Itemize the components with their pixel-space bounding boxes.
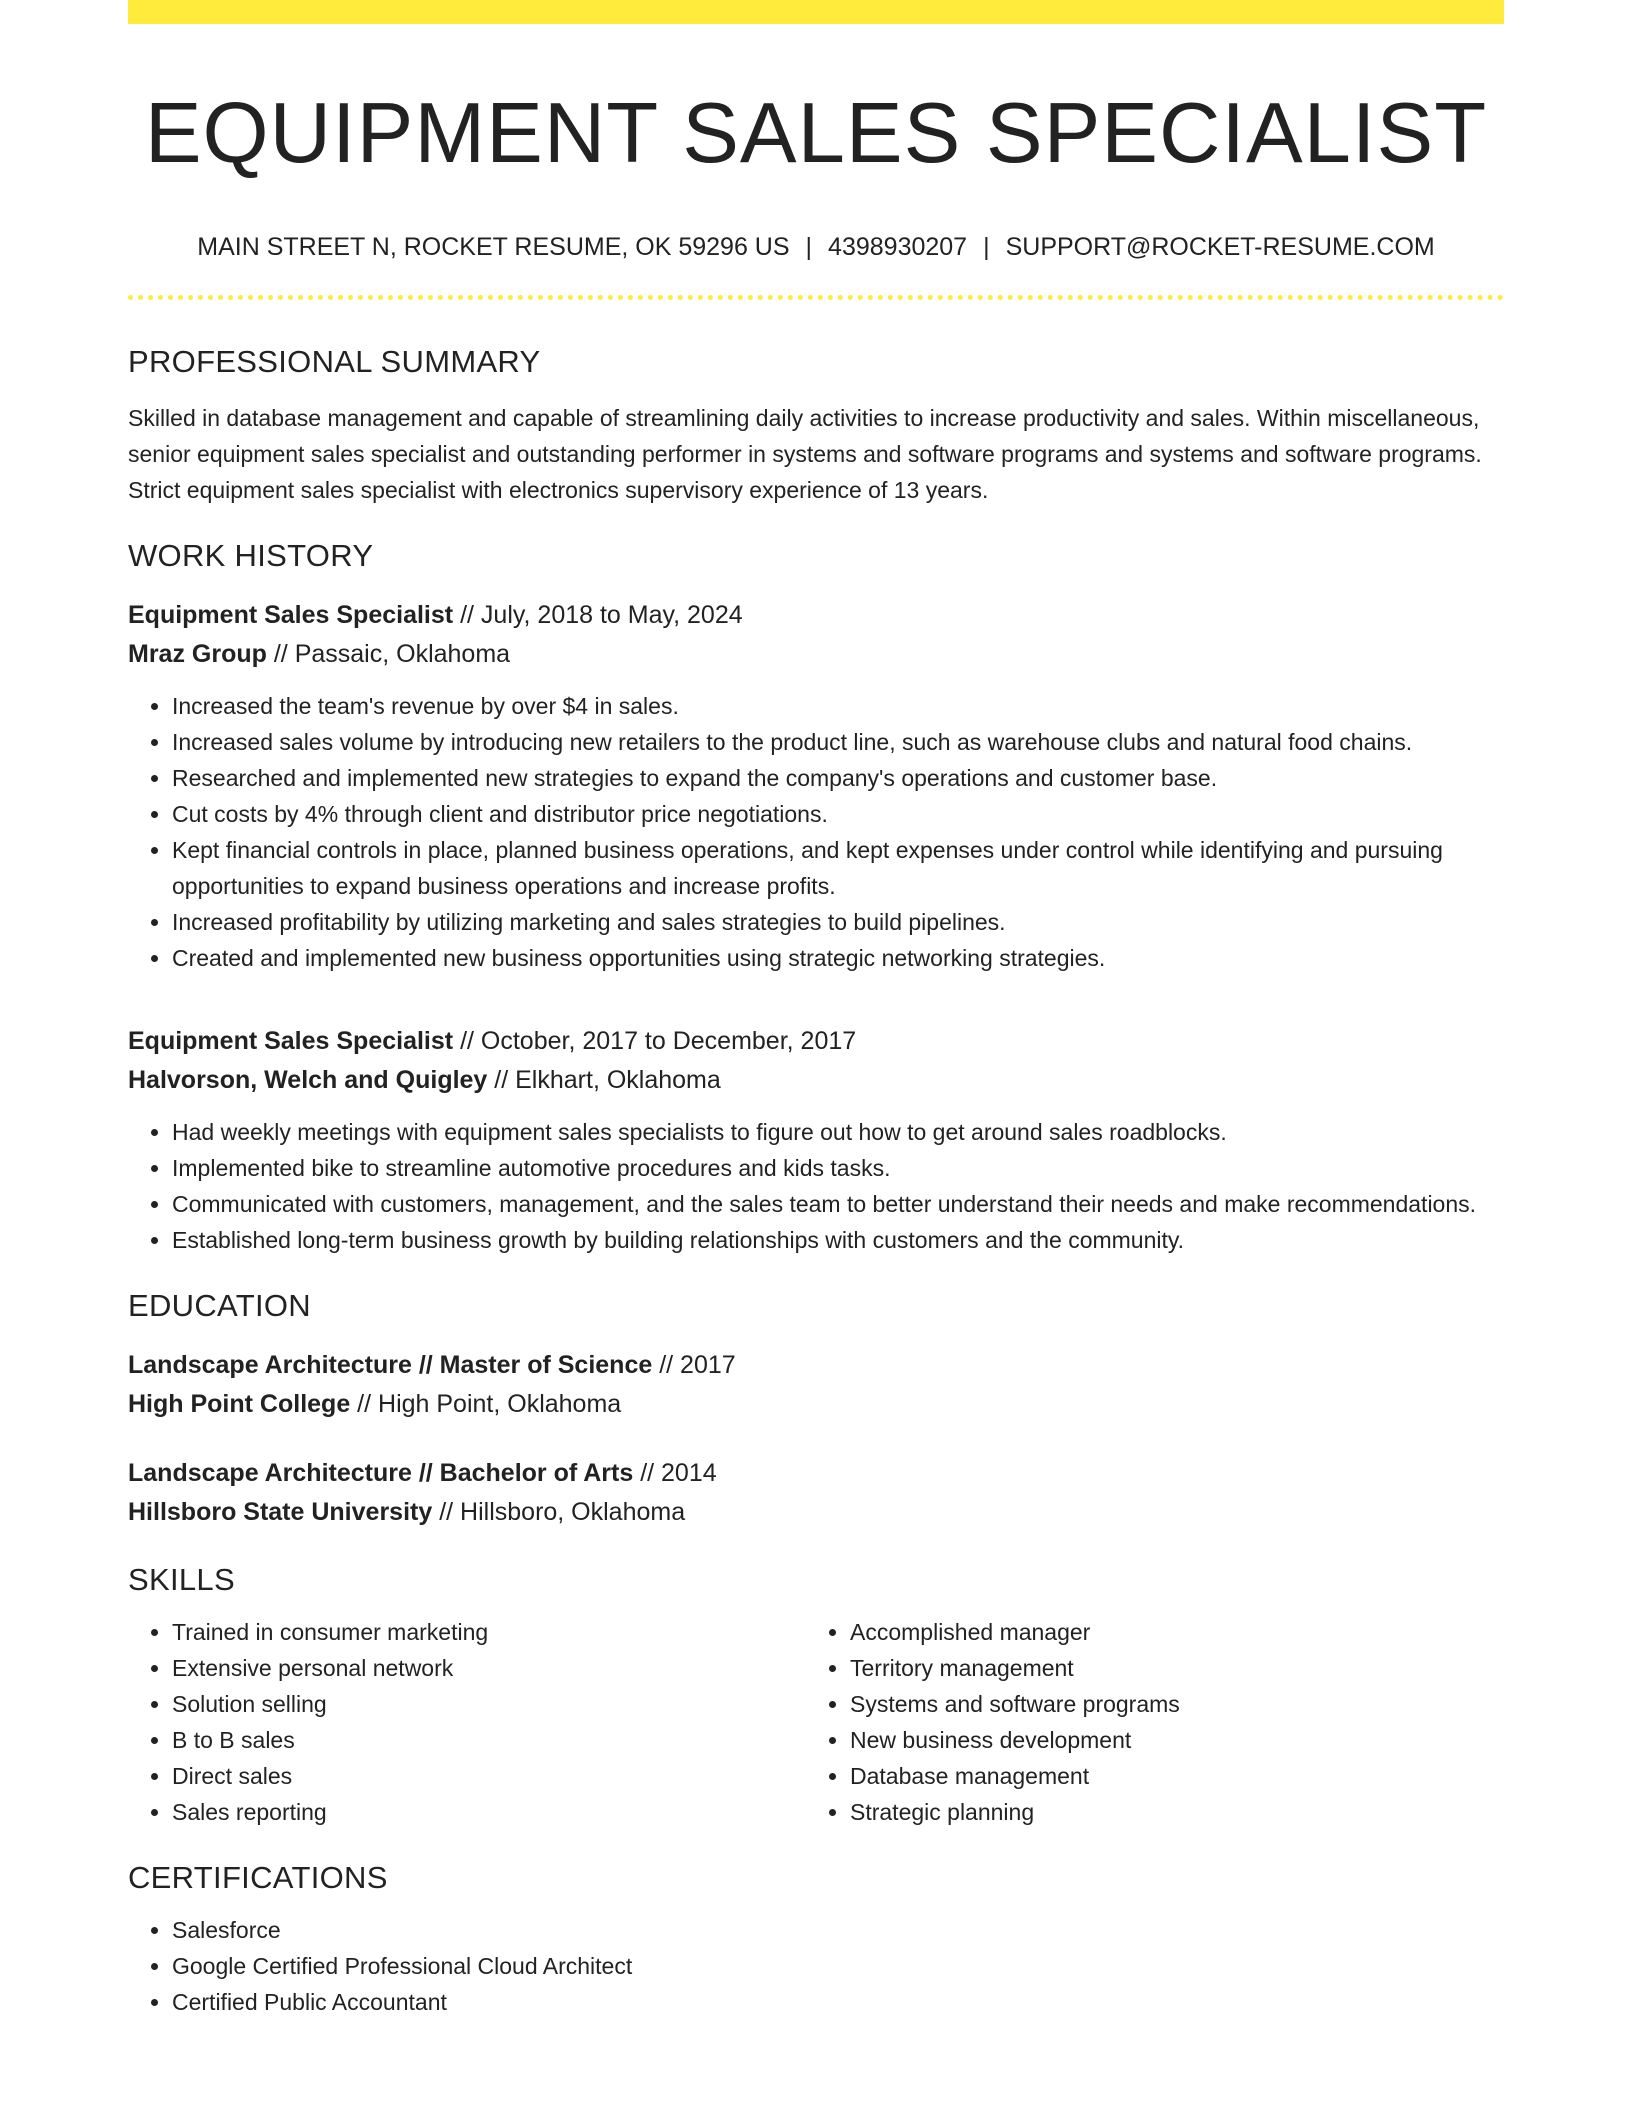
contact-line bbox=[128, 230, 1504, 264]
job-bullets bbox=[128, 688, 1504, 976]
skill-item: • Territory management bbox=[850, 1650, 1484, 1686]
job-company: Mraz Group bbox=[128, 640, 267, 668]
job-role: Equipment Sales Specialist bbox=[128, 601, 454, 629]
contact-phone: 4398930207 bbox=[828, 233, 968, 261]
job-entry bbox=[128, 1022, 1504, 1258]
summary-text: Skilled in database management and capable of streamlining daily activities to increase productivity and sales. Within miscellaneous, senior equipment sales specialist and outstanding performer in systems and software programs and systems and software programs. Strict equipment sales specialist with electronics supervisory experience of 13 years. bbox=[128, 405, 1482, 503]
skill-item: • Database management bbox=[850, 1758, 1484, 1794]
skill-item: • Trained in consumer marketing bbox=[172, 1614, 806, 1650]
job-dates: // July, 2018 to May, 2024 bbox=[460, 601, 743, 629]
job-bullets bbox=[128, 1114, 1504, 1258]
summary-title: PROFESSIONAL SUMMARY bbox=[128, 344, 541, 379]
job-bullet: • Implemented bike to streamline automotive procedures and kids tasks. bbox=[172, 1150, 1504, 1186]
skills-columns bbox=[128, 1614, 1504, 1830]
job-location: // Passaic, Oklahoma bbox=[273, 640, 511, 668]
certification-item: • Salesforce bbox=[172, 1912, 1504, 1948]
job-entry bbox=[128, 596, 1504, 976]
resume-content bbox=[128, 24, 1504, 2020]
job-bullet: • Kept financial controls in place, planned business operations, and kept expenses under control while identifying and pursuing opportunities to expand business operations and increase profits. bbox=[172, 832, 1504, 904]
job-location: // Elkhart, Oklahoma bbox=[494, 1066, 721, 1094]
skill-item: • Solution selling bbox=[172, 1686, 806, 1722]
education-title: EDUCATION bbox=[128, 1288, 311, 1323]
skills-right-column bbox=[806, 1614, 1484, 1830]
education-entry bbox=[128, 1454, 1504, 1532]
dotted-divider bbox=[128, 295, 1504, 300]
education-entry bbox=[128, 1346, 1504, 1424]
top-accent-bar bbox=[128, 0, 1504, 24]
contact-email: SUPPORT@ROCKET-RESUME.COM bbox=[1005, 233, 1435, 261]
job-title-line bbox=[128, 1022, 1504, 1061]
skill-item: • Direct sales bbox=[172, 1758, 806, 1794]
education-school: Hillsboro State University bbox=[128, 1498, 433, 1526]
contact-separator: | bbox=[983, 233, 990, 261]
job-dates: // October, 2017 to December, 2017 bbox=[460, 1027, 857, 1055]
skill-item: • Extensive personal network bbox=[172, 1650, 806, 1686]
education-school: High Point College bbox=[128, 1390, 351, 1418]
job-role: Equipment Sales Specialist bbox=[128, 1027, 454, 1055]
education-school-line bbox=[128, 1385, 1504, 1424]
work-history-section bbox=[128, 536, 1504, 1258]
certification-item: • Certified Public Accountant bbox=[172, 1984, 1504, 2020]
education-section bbox=[128, 1286, 1504, 1532]
certification-item: • Google Certified Professional Cloud Architect bbox=[172, 1948, 1504, 1984]
contact-address: MAIN STREET N, ROCKET RESUME, OK 59296 US bbox=[197, 233, 790, 261]
skill-item: • Sales reporting bbox=[172, 1794, 806, 1830]
education-degree: Landscape Architecture // Bachelor of Arts bbox=[128, 1459, 634, 1487]
education-degree-line bbox=[128, 1454, 1504, 1493]
job-company-line bbox=[128, 1061, 1504, 1100]
job-bullet: • Established long-term business growth by building relationships with customers and the community. bbox=[172, 1222, 1504, 1258]
job-title-line bbox=[128, 596, 1504, 635]
skills-title: SKILLS bbox=[128, 1562, 235, 1597]
education-location: // High Point, Oklahoma bbox=[357, 1390, 622, 1418]
job-bullet: • Increased profitability by utilizing marketing and sales strategies to build pipelines. bbox=[172, 904, 1504, 940]
skill-item: • New business development bbox=[850, 1722, 1484, 1758]
job-bullet: • Created and implemented new business opportunities using strategic networking strategies. bbox=[172, 940, 1504, 976]
certifications-title: CERTIFICATIONS bbox=[128, 1860, 388, 1895]
education-school-line bbox=[128, 1493, 1504, 1532]
job-bullet: • Increased sales volume by introducing new retailers to the product line, such as warehouse clubs and natural food chains. bbox=[172, 724, 1504, 760]
job-bullet: • Cut costs by 4% through client and distributor price negotiations. bbox=[172, 796, 1504, 832]
education-year: // 2014 bbox=[640, 1459, 717, 1487]
skill-item: • Systems and software programs bbox=[850, 1686, 1484, 1722]
skill-item: • Accomplished manager bbox=[850, 1614, 1484, 1650]
resume-name: EQUIPMENT SALES SPECIALIST bbox=[144, 86, 1488, 181]
education-year: // 2017 bbox=[659, 1351, 736, 1379]
skills-left-column bbox=[128, 1614, 806, 1830]
certifications-section bbox=[128, 1858, 1504, 2020]
education-degree-line bbox=[128, 1346, 1504, 1385]
contact-separator: | bbox=[805, 233, 813, 261]
job-company-line bbox=[128, 635, 1504, 674]
certifications-list bbox=[128, 1912, 1504, 2020]
education-location: // Hillsboro, Oklahoma bbox=[439, 1498, 686, 1526]
job-bullet: • Researched and implemented new strategies to expand the company's operations and customer base. bbox=[172, 760, 1504, 796]
job-bullet: • Had weekly meetings with equipment sales specialists to figure out how to get around sales roadblocks. bbox=[172, 1114, 1504, 1150]
job-company: Halvorson, Welch and Quigley bbox=[128, 1066, 488, 1094]
skill-item: • B to B sales bbox=[172, 1722, 806, 1758]
work-history-title: WORK HISTORY bbox=[128, 538, 374, 573]
skill-item: • Strategic planning bbox=[850, 1794, 1484, 1830]
job-bullet: • Increased the team's revenue by over $4 in sales. bbox=[172, 688, 1504, 724]
education-degree: Landscape Architecture // Master of Science bbox=[128, 1351, 653, 1379]
skills-section bbox=[128, 1560, 1504, 1830]
job-bullet: • Communicated with customers, management, and the sales team to better understand their needs and make recommendations. bbox=[172, 1186, 1504, 1222]
